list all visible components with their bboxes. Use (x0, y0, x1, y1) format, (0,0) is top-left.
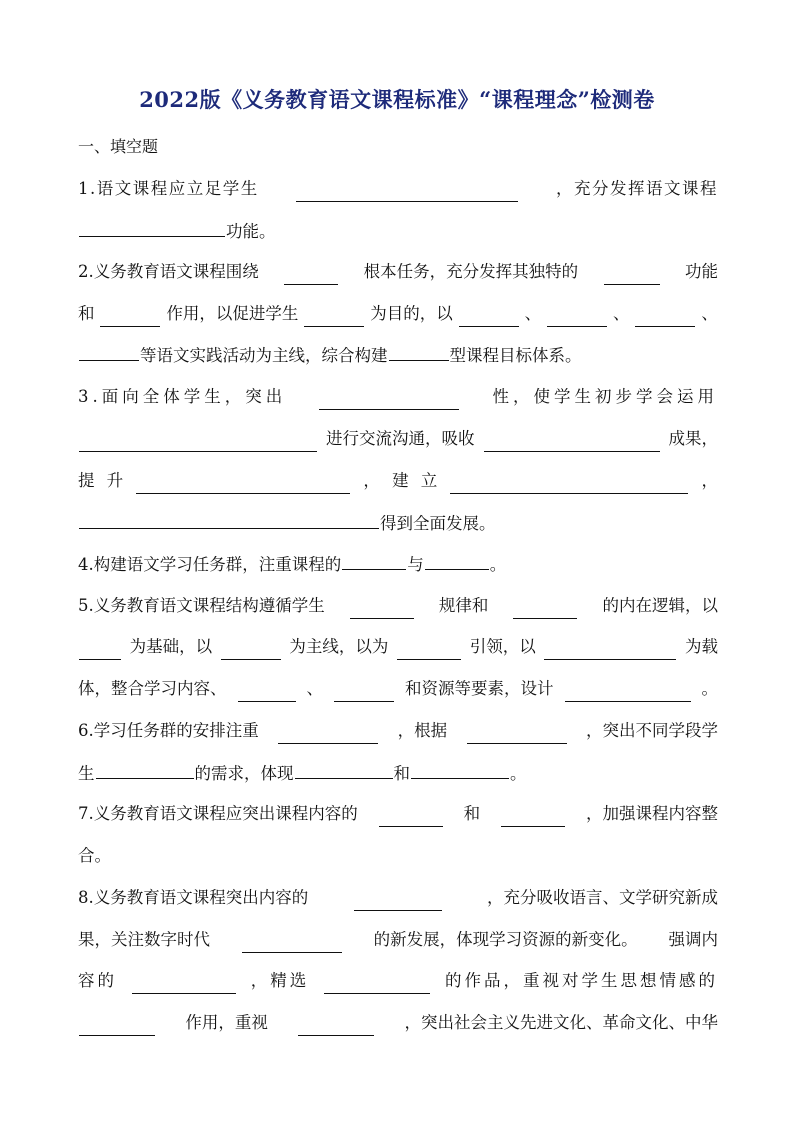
answer-blank[interactable] (425, 551, 489, 570)
q5-text-f: 引领，以 (469, 637, 536, 656)
answer-blank[interactable] (342, 551, 406, 570)
q4-text-c: 。 (489, 555, 507, 574)
separator: 、 (524, 304, 542, 323)
q6-text-g: 。 (510, 764, 527, 783)
answer-blank[interactable] (324, 975, 430, 994)
answer-blank[interactable] (354, 892, 442, 911)
question-5-line-1 (78, 593, 718, 619)
answer-blank[interactable] (484, 433, 660, 452)
answer-blank[interactable] (604, 266, 660, 285)
q7-text-a: 7.义务教育语文课程应突出课程内容的 (78, 804, 358, 823)
q8-text-c: 果，关注数字时代 (78, 930, 210, 949)
answer-blank[interactable] (467, 725, 567, 744)
question-7-line-1 (78, 801, 718, 827)
answer-blank[interactable] (304, 308, 364, 327)
q8-text-h: 的作品，重视对学生思想情感的 (445, 971, 718, 990)
section-heading: 一、填空题 (78, 137, 159, 156)
q5-text-g: 为载 (684, 637, 718, 656)
q5-text-i: 、 (306, 679, 323, 698)
q2-text-e: 作用，以促进学生 (166, 304, 299, 323)
answer-blank[interactable] (350, 600, 414, 619)
q3-text-e: 提 (78, 471, 95, 490)
q2-text-a: 2.义务教育语文课程围绕 (78, 262, 259, 281)
question-8-line-4 (78, 1010, 718, 1036)
answer-blank[interactable] (79, 342, 139, 361)
answer-blank[interactable] (411, 760, 509, 779)
document-title: 2022版《义务教育语文课程标准》“课程理念”检测卷 (139, 87, 655, 112)
q1-text-b: ，充分发挥语文课程 (556, 179, 718, 198)
q5-text-d: 为基础，以 (129, 637, 213, 656)
question-6-line-2 (78, 760, 718, 786)
q4-text-b: 与 (407, 555, 424, 574)
question-2-line-1 (78, 259, 718, 285)
q1-text-c: 功能。 (226, 222, 276, 241)
answer-blank[interactable] (379, 808, 443, 827)
q6-text-d: 生 (78, 764, 95, 783)
q3-text-b: 性，使学生初步学会运用 (492, 387, 718, 406)
q7-text-b: 和 (463, 804, 481, 823)
q8-text-i: 作用，重视 (185, 1013, 268, 1032)
answer-blank[interactable] (79, 641, 121, 660)
answer-blank[interactable] (635, 308, 695, 327)
question-2-line-3 (78, 342, 718, 368)
question-3-line-3 (78, 468, 718, 494)
answer-blank[interactable] (334, 683, 394, 702)
q3-text-k: 得到全面发展。 (380, 514, 496, 533)
separator: 、 (613, 304, 630, 323)
q5-text-k: 。 (701, 679, 718, 698)
answer-blank[interactable] (284, 266, 338, 285)
q3-text-h: 建 (392, 471, 409, 490)
q8-text-e: 强调内 (668, 930, 718, 949)
q2-text-f: 为目的，以 (370, 304, 453, 323)
q3-text-c: 进行交流沟通，吸收 (326, 429, 475, 448)
q5-text-h: 体，整合学习内容、 (78, 679, 227, 698)
q6-text-b: ，根据 (397, 721, 448, 740)
q5-text-a: 5.义务教育语文课程结构遵循学生 (78, 596, 325, 615)
answer-blank[interactable] (450, 475, 688, 494)
question-4-line-1 (78, 551, 718, 577)
answer-blank[interactable] (389, 342, 449, 361)
answer-blank[interactable] (79, 510, 379, 529)
q1-text-a: 1.语文课程应立足学生 (78, 179, 259, 198)
q5-text-c: 的内在逻辑，以 (602, 596, 718, 615)
q3-text-a: 3.面向全体学生，突出 (78, 387, 287, 406)
question-5-line-2 (78, 634, 718, 660)
q2-text-h: 型课程目标体系。 (449, 346, 582, 365)
q6-text-a: 6.学习任务群的安排注重 (78, 721, 259, 740)
answer-blank[interactable] (565, 683, 691, 702)
answer-blank[interactable] (513, 600, 577, 619)
question-2-line-2 (78, 301, 718, 327)
answer-blank[interactable] (242, 934, 342, 953)
q2-text-g: 等语文实践活动为主线，综合构建 (140, 346, 388, 365)
question-1-line-2 (78, 218, 718, 244)
answer-blank[interactable] (96, 760, 194, 779)
q5-text-e: 为主线，以为 (289, 637, 389, 656)
answer-blank[interactable] (132, 975, 236, 994)
separator: 、 (701, 304, 718, 323)
q8-text-a: 8.义务教育语文课程突出内容的 (78, 888, 309, 907)
answer-blank[interactable] (79, 1017, 155, 1036)
q8-text-d: 的新发展，体现学习资源的新变化。 (373, 930, 638, 949)
question-1-line-1 (78, 176, 718, 202)
answer-blank[interactable] (100, 308, 160, 327)
question-8-line-3 (78, 968, 718, 994)
answer-blank[interactable] (238, 683, 296, 702)
q2-text-d: 和 (78, 304, 95, 323)
answer-blank[interactable] (459, 308, 519, 327)
answer-blank[interactable] (501, 808, 565, 827)
question-6-line-1 (78, 718, 718, 744)
q6-text-e: 的需求，体现 (194, 764, 294, 783)
answer-blank[interactable] (544, 641, 676, 660)
q5-text-b: 规律和 (438, 596, 489, 615)
q7-text-c: ，加强课程内容整 (586, 804, 718, 823)
q3-text-j: ， (701, 471, 718, 490)
answer-blank[interactable] (278, 725, 378, 744)
q2-text-c: 功能 (685, 262, 718, 281)
answer-blank[interactable] (79, 433, 317, 452)
q5-text-j: 和资源等要素，设计 (405, 679, 554, 698)
question-7-line-2 (78, 843, 718, 869)
q3-text-f: 升 (106, 471, 124, 490)
question-3-line-2 (78, 426, 718, 452)
q2-text-b: 根本任务，充分发挥其独特的 (363, 262, 579, 281)
answer-blank[interactable] (221, 641, 281, 660)
q8-text-g: ，精选 (250, 971, 310, 990)
q7-text-d: 合。 (78, 846, 111, 865)
question-5-line-3 (78, 676, 718, 702)
answer-blank[interactable] (136, 475, 350, 494)
answer-blank[interactable] (295, 760, 393, 779)
answer-blank[interactable] (397, 641, 461, 660)
q4-text-a: 4.构建语文学习任务群，注重课程的 (78, 555, 342, 574)
q8-text-b: ，充分吸收语言、文学研究新成 (487, 888, 718, 907)
question-3-line-4 (78, 510, 718, 536)
q3-text-d: 成果， (668, 429, 718, 448)
q3-text-g: ， (363, 471, 380, 490)
answer-blank[interactable] (298, 1017, 374, 1036)
answer-blank[interactable] (79, 218, 225, 237)
q6-text-c: ，突出不同学段学 (586, 721, 718, 740)
answer-blank[interactable] (319, 391, 459, 410)
answer-blank[interactable] (547, 308, 607, 327)
q8-text-f: 容的 (78, 971, 117, 990)
q3-text-i: 立 (420, 471, 438, 490)
question-8-line-2 (78, 927, 718, 953)
question-3-line-1 (78, 384, 718, 410)
q6-text-f: 和 (393, 764, 410, 783)
answer-blank[interactable] (296, 183, 518, 202)
q8-text-j: ，突出社会主义先进文化、革命文化、中华 (404, 1013, 718, 1032)
question-8-line-1 (78, 885, 718, 911)
